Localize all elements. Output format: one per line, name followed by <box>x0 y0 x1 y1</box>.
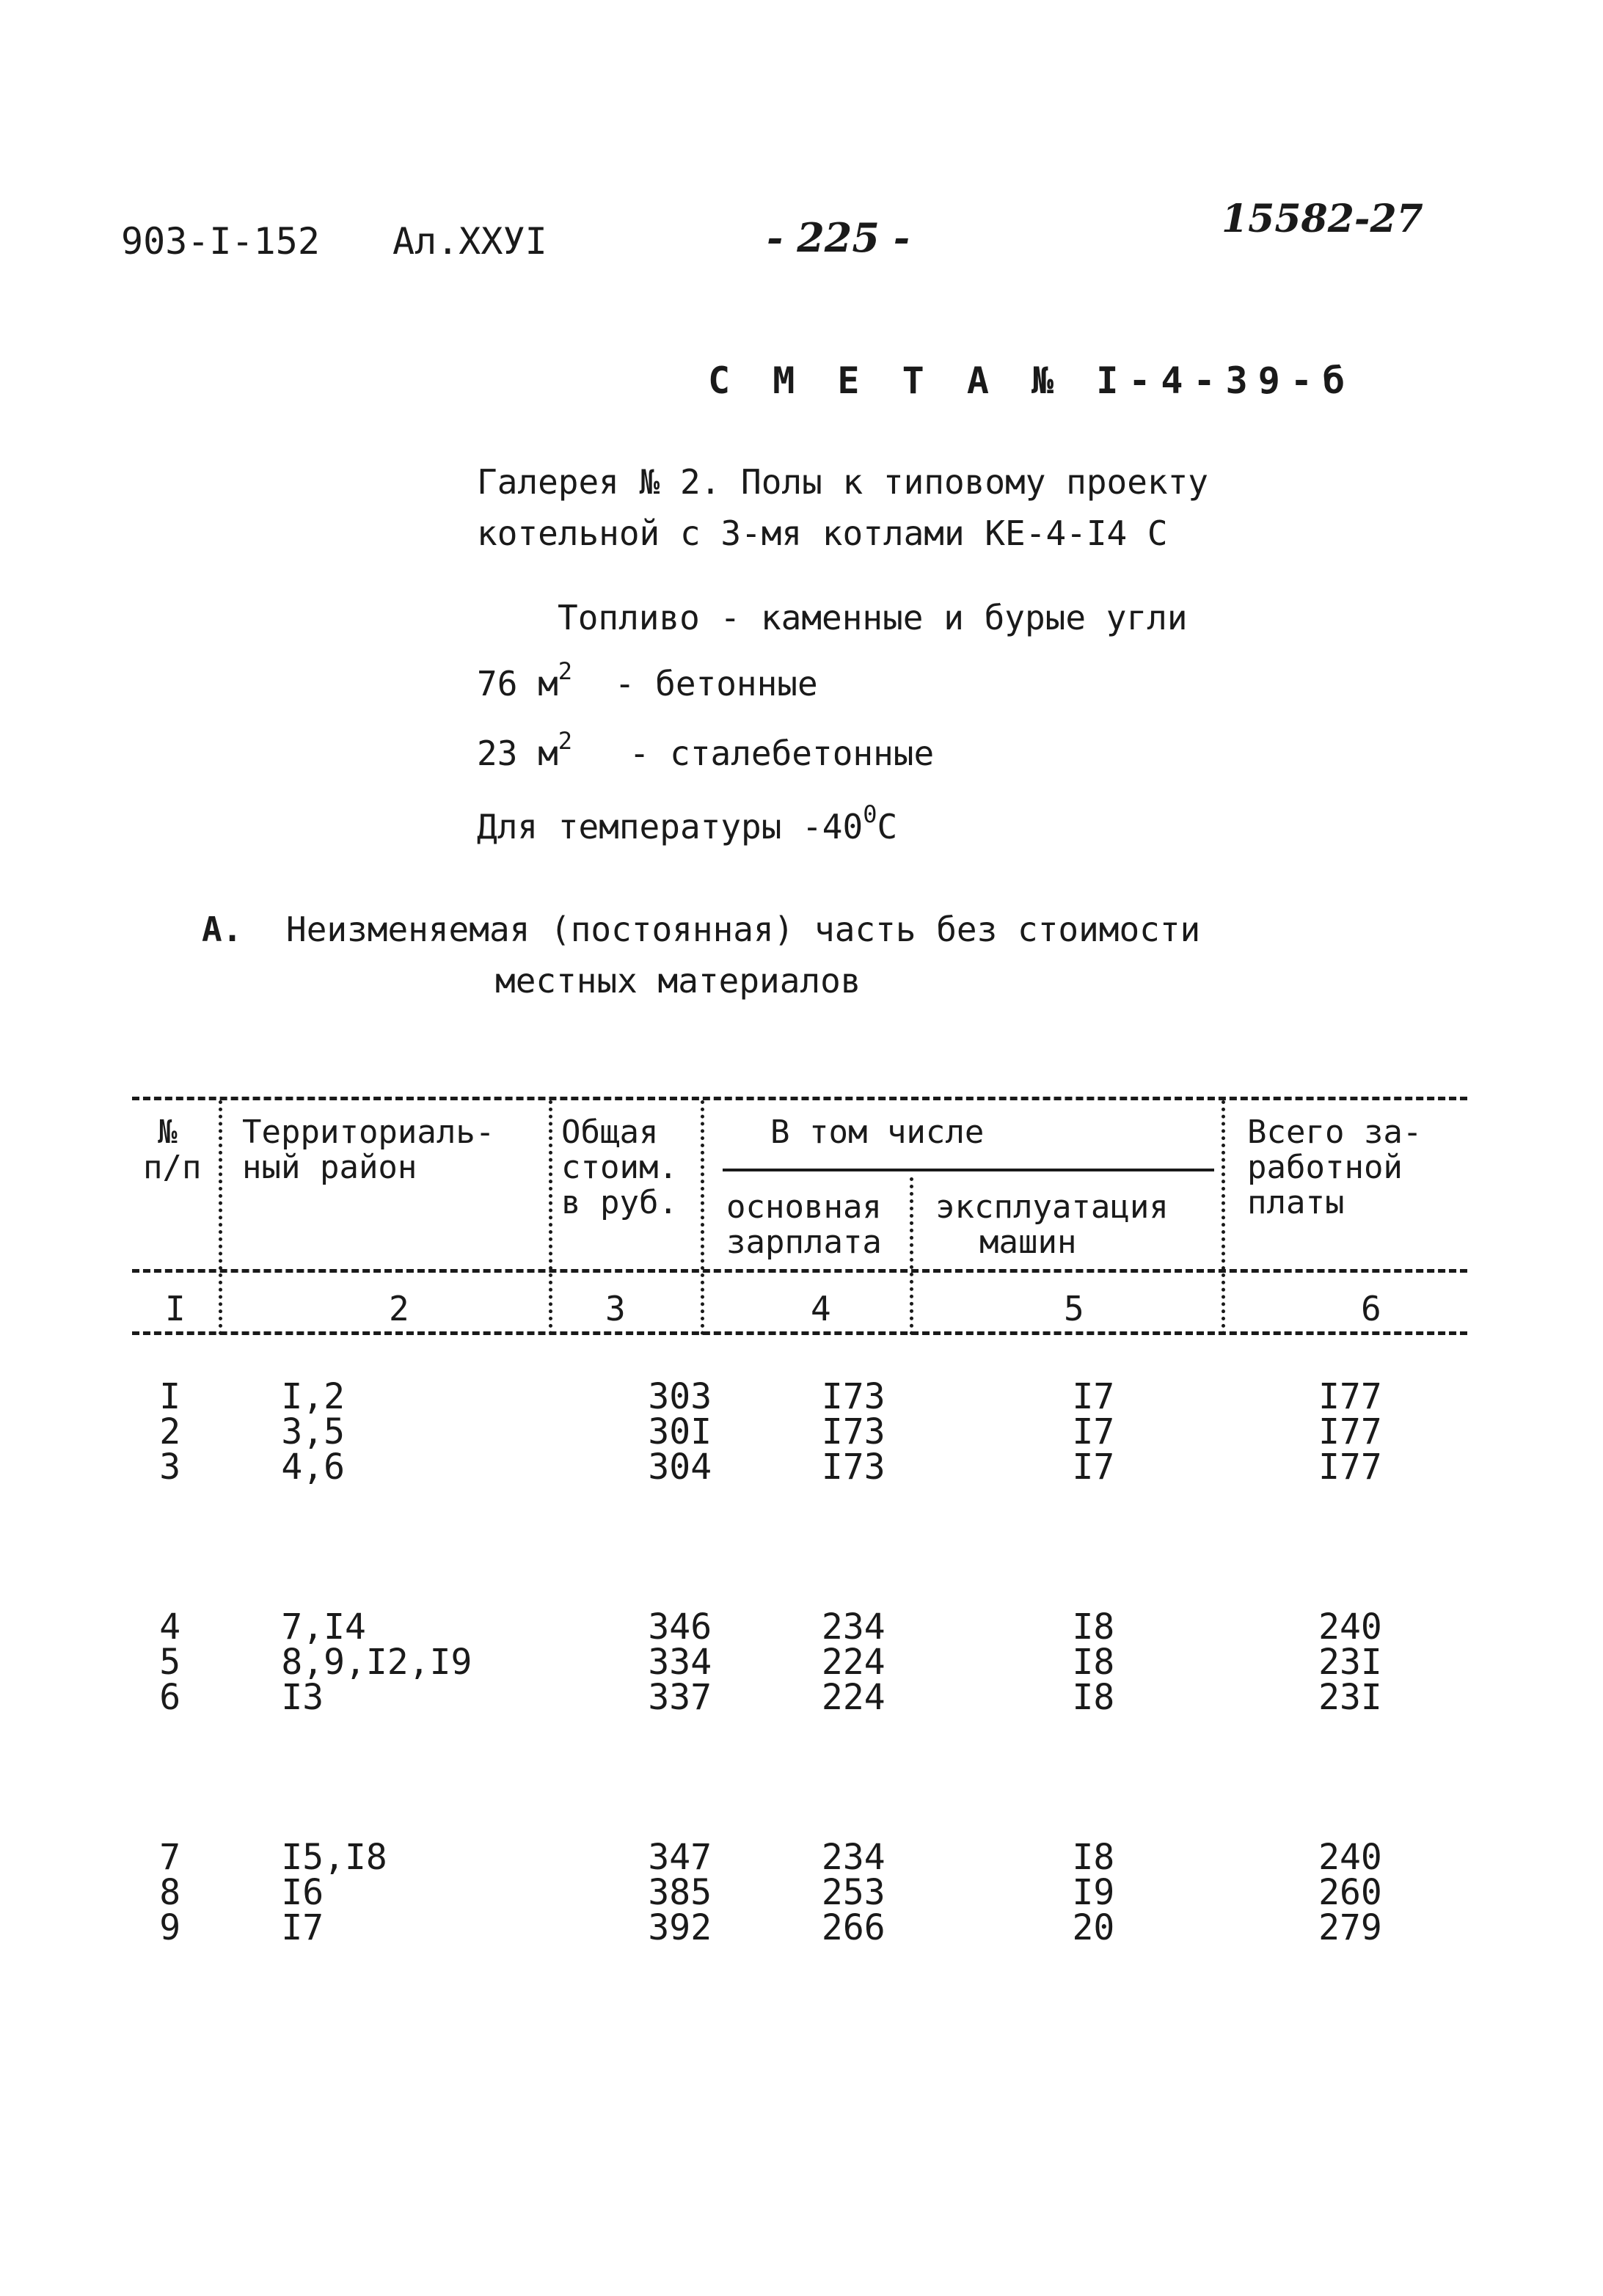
area-steel-concrete-value: 23 м <box>477 734 558 773</box>
table-row <box>132 1645 1467 1680</box>
cell-number: 5 <box>159 1642 181 1683</box>
cell-machine-operation: 20 <box>1072 1907 1115 1948</box>
temperature-unit: С <box>877 807 898 847</box>
column-number-3: 3 <box>605 1289 626 1328</box>
section-heading-line-2: местных материалов <box>495 961 861 1001</box>
album-number: Ал.XXУI <box>392 220 547 263</box>
description-line-1: Галерея № 2. Полы к типовому проекту <box>477 462 1208 502</box>
table-row <box>132 1414 1467 1449</box>
cell-total-cost: 346 <box>648 1606 712 1648</box>
cell-number: 8 <box>159 1872 181 1913</box>
estimate-title: С М Е Т А № I-4-39-б <box>708 359 1356 402</box>
temperature-prefix: Для температуры -40 <box>477 807 863 847</box>
page-number: - 225 - <box>767 214 910 261</box>
section-heading-line-1: Неизменяемая (постоянная) часть без стоимости <box>286 910 1201 949</box>
cell-total-cost: 334 <box>648 1642 712 1683</box>
document-number: 15582-27 <box>1222 197 1423 241</box>
cell-region: 3,5 <box>281 1411 346 1452</box>
table-row <box>132 1379 1467 1414</box>
cell-number: 6 <box>159 1677 181 1718</box>
column-separator-2 <box>549 1100 552 1335</box>
cell-region: 7,I4 <box>281 1606 366 1648</box>
cell-region: 8,9,I2,I9 <box>281 1642 472 1683</box>
degree-mark: 0 <box>863 800 877 828</box>
cell-base-salary: 224 <box>821 1677 886 1718</box>
header-region-l2: ный район <box>242 1149 417 1186</box>
header-total-wages-l2: работной <box>1247 1149 1403 1186</box>
table-row <box>132 1840 1467 1875</box>
cell-machine-operation: I8 <box>1072 1677 1115 1718</box>
cell-region: 4,6 <box>281 1447 346 1488</box>
cell-total-cost: 304 <box>648 1447 712 1488</box>
area-concrete-value: 76 м <box>477 664 558 703</box>
cell-base-salary: 224 <box>821 1642 886 1683</box>
cell-region: I3 <box>281 1677 324 1718</box>
area-concrete-exponent: 2 <box>558 657 573 685</box>
header-total-cost-l1: Общая <box>561 1114 659 1151</box>
cell-base-salary: 234 <box>821 1606 886 1648</box>
area-steel-concrete-exponent: 2 <box>558 727 573 755</box>
cell-machine-operation: I7 <box>1072 1411 1115 1452</box>
column-separator-4 <box>910 1177 913 1335</box>
header-machine-operation-l2: машин <box>979 1224 1077 1261</box>
cell-number: 2 <box>159 1411 181 1452</box>
cell-number: 3 <box>159 1447 181 1488</box>
header-total-wages-l3: платы <box>1247 1184 1345 1221</box>
cell-total-wages: I77 <box>1318 1411 1382 1452</box>
row-group-spacer <box>132 1715 1467 1840</box>
header-total-wages-l1: Всего за- <box>1247 1114 1423 1151</box>
header-base-salary-l1: основная <box>726 1188 882 1226</box>
cell-machine-operation: I8 <box>1072 1642 1115 1683</box>
cell-region: I5,I8 <box>281 1837 387 1878</box>
cell-number: I <box>159 1376 181 1417</box>
column-number-1: I <box>165 1289 186 1328</box>
cell-base-salary: 234 <box>821 1837 886 1878</box>
column-numbers-rule <box>132 1331 1467 1335</box>
cell-region: I,2 <box>281 1376 346 1417</box>
row-group-spacer <box>132 1485 1467 1609</box>
cell-machine-operation: I8 <box>1072 1837 1115 1878</box>
header-bottom-rule <box>132 1269 1467 1273</box>
cell-total-wages: 23I <box>1318 1677 1382 1718</box>
cell-total-wages: 260 <box>1318 1872 1382 1913</box>
column-number-4: 4 <box>811 1289 831 1328</box>
cell-number: 7 <box>159 1837 181 1878</box>
cell-total-wages: 240 <box>1318 1837 1382 1878</box>
estimate-table <box>132 1376 1467 1948</box>
area-concrete <box>477 657 818 703</box>
cell-total-wages: 23I <box>1318 1642 1382 1683</box>
area-concrete-label: - бетонные <box>614 664 818 703</box>
cell-number: 9 <box>159 1907 181 1948</box>
fuel-type: Топливо - каменные и бурые угли <box>558 598 1188 637</box>
cell-machine-operation: I7 <box>1072 1447 1115 1488</box>
header-total-cost-l2: стоим. <box>561 1149 678 1186</box>
table-row <box>132 1609 1467 1645</box>
temperature-line <box>477 800 898 847</box>
cell-total-wages: 279 <box>1318 1907 1382 1948</box>
header-machine-operation-l1: эксплуатация <box>935 1188 1169 1226</box>
cell-total-cost: 347 <box>648 1837 712 1878</box>
header-group-including: В том числе <box>770 1114 985 1151</box>
section-letter: А. <box>202 910 243 949</box>
cell-number: 4 <box>159 1606 181 1648</box>
table-row <box>132 1449 1467 1485</box>
column-number-5: 5 <box>1064 1289 1084 1328</box>
area-steel-concrete <box>477 727 935 773</box>
cell-total-wages: I77 <box>1318 1447 1382 1488</box>
cell-region: I6 <box>281 1872 324 1913</box>
column-separator-1 <box>219 1100 222 1335</box>
description-line-2: котельной с 3-мя котлами КЕ-4-I4 С <box>477 513 1168 553</box>
project-code: 903-I-152 <box>121 220 320 263</box>
cell-base-salary: I73 <box>821 1447 886 1488</box>
area-steel-concrete-label: - сталебетонные <box>629 734 935 773</box>
table-row <box>132 1910 1467 1945</box>
cell-total-cost: 337 <box>648 1677 712 1718</box>
table-row <box>132 1680 1467 1715</box>
header-number-l1: № <box>158 1114 178 1151</box>
table-top-rule <box>132 1097 1467 1100</box>
cell-machine-operation: I8 <box>1072 1606 1115 1648</box>
cell-total-cost: 30I <box>648 1411 712 1452</box>
cell-base-salary: I73 <box>821 1411 886 1452</box>
header-number-l2: п/п <box>143 1149 202 1186</box>
cell-total-wages: I77 <box>1318 1376 1382 1417</box>
column-separator-5 <box>1222 1100 1225 1335</box>
cell-total-cost: 303 <box>648 1376 712 1417</box>
header-region-l1: Территориаль- <box>242 1114 495 1151</box>
header-base-salary-l2: зарплата <box>726 1224 882 1261</box>
cell-total-cost: 392 <box>648 1907 712 1948</box>
table-row <box>132 1875 1467 1910</box>
group-divider <box>723 1169 1214 1171</box>
cell-total-wages: 240 <box>1318 1606 1382 1648</box>
cell-base-salary: 266 <box>821 1907 886 1948</box>
column-number-2: 2 <box>389 1289 409 1328</box>
cell-region: I7 <box>281 1907 324 1948</box>
cell-machine-operation: I7 <box>1072 1376 1115 1417</box>
column-separator-3 <box>701 1100 704 1335</box>
header-total-cost-l3: в руб. <box>561 1184 678 1221</box>
cell-machine-operation: I9 <box>1072 1872 1115 1913</box>
column-number-6: 6 <box>1361 1289 1381 1328</box>
cell-total-cost: 385 <box>648 1872 712 1913</box>
cell-base-salary: 253 <box>821 1872 886 1913</box>
cell-base-salary: I73 <box>821 1376 886 1417</box>
